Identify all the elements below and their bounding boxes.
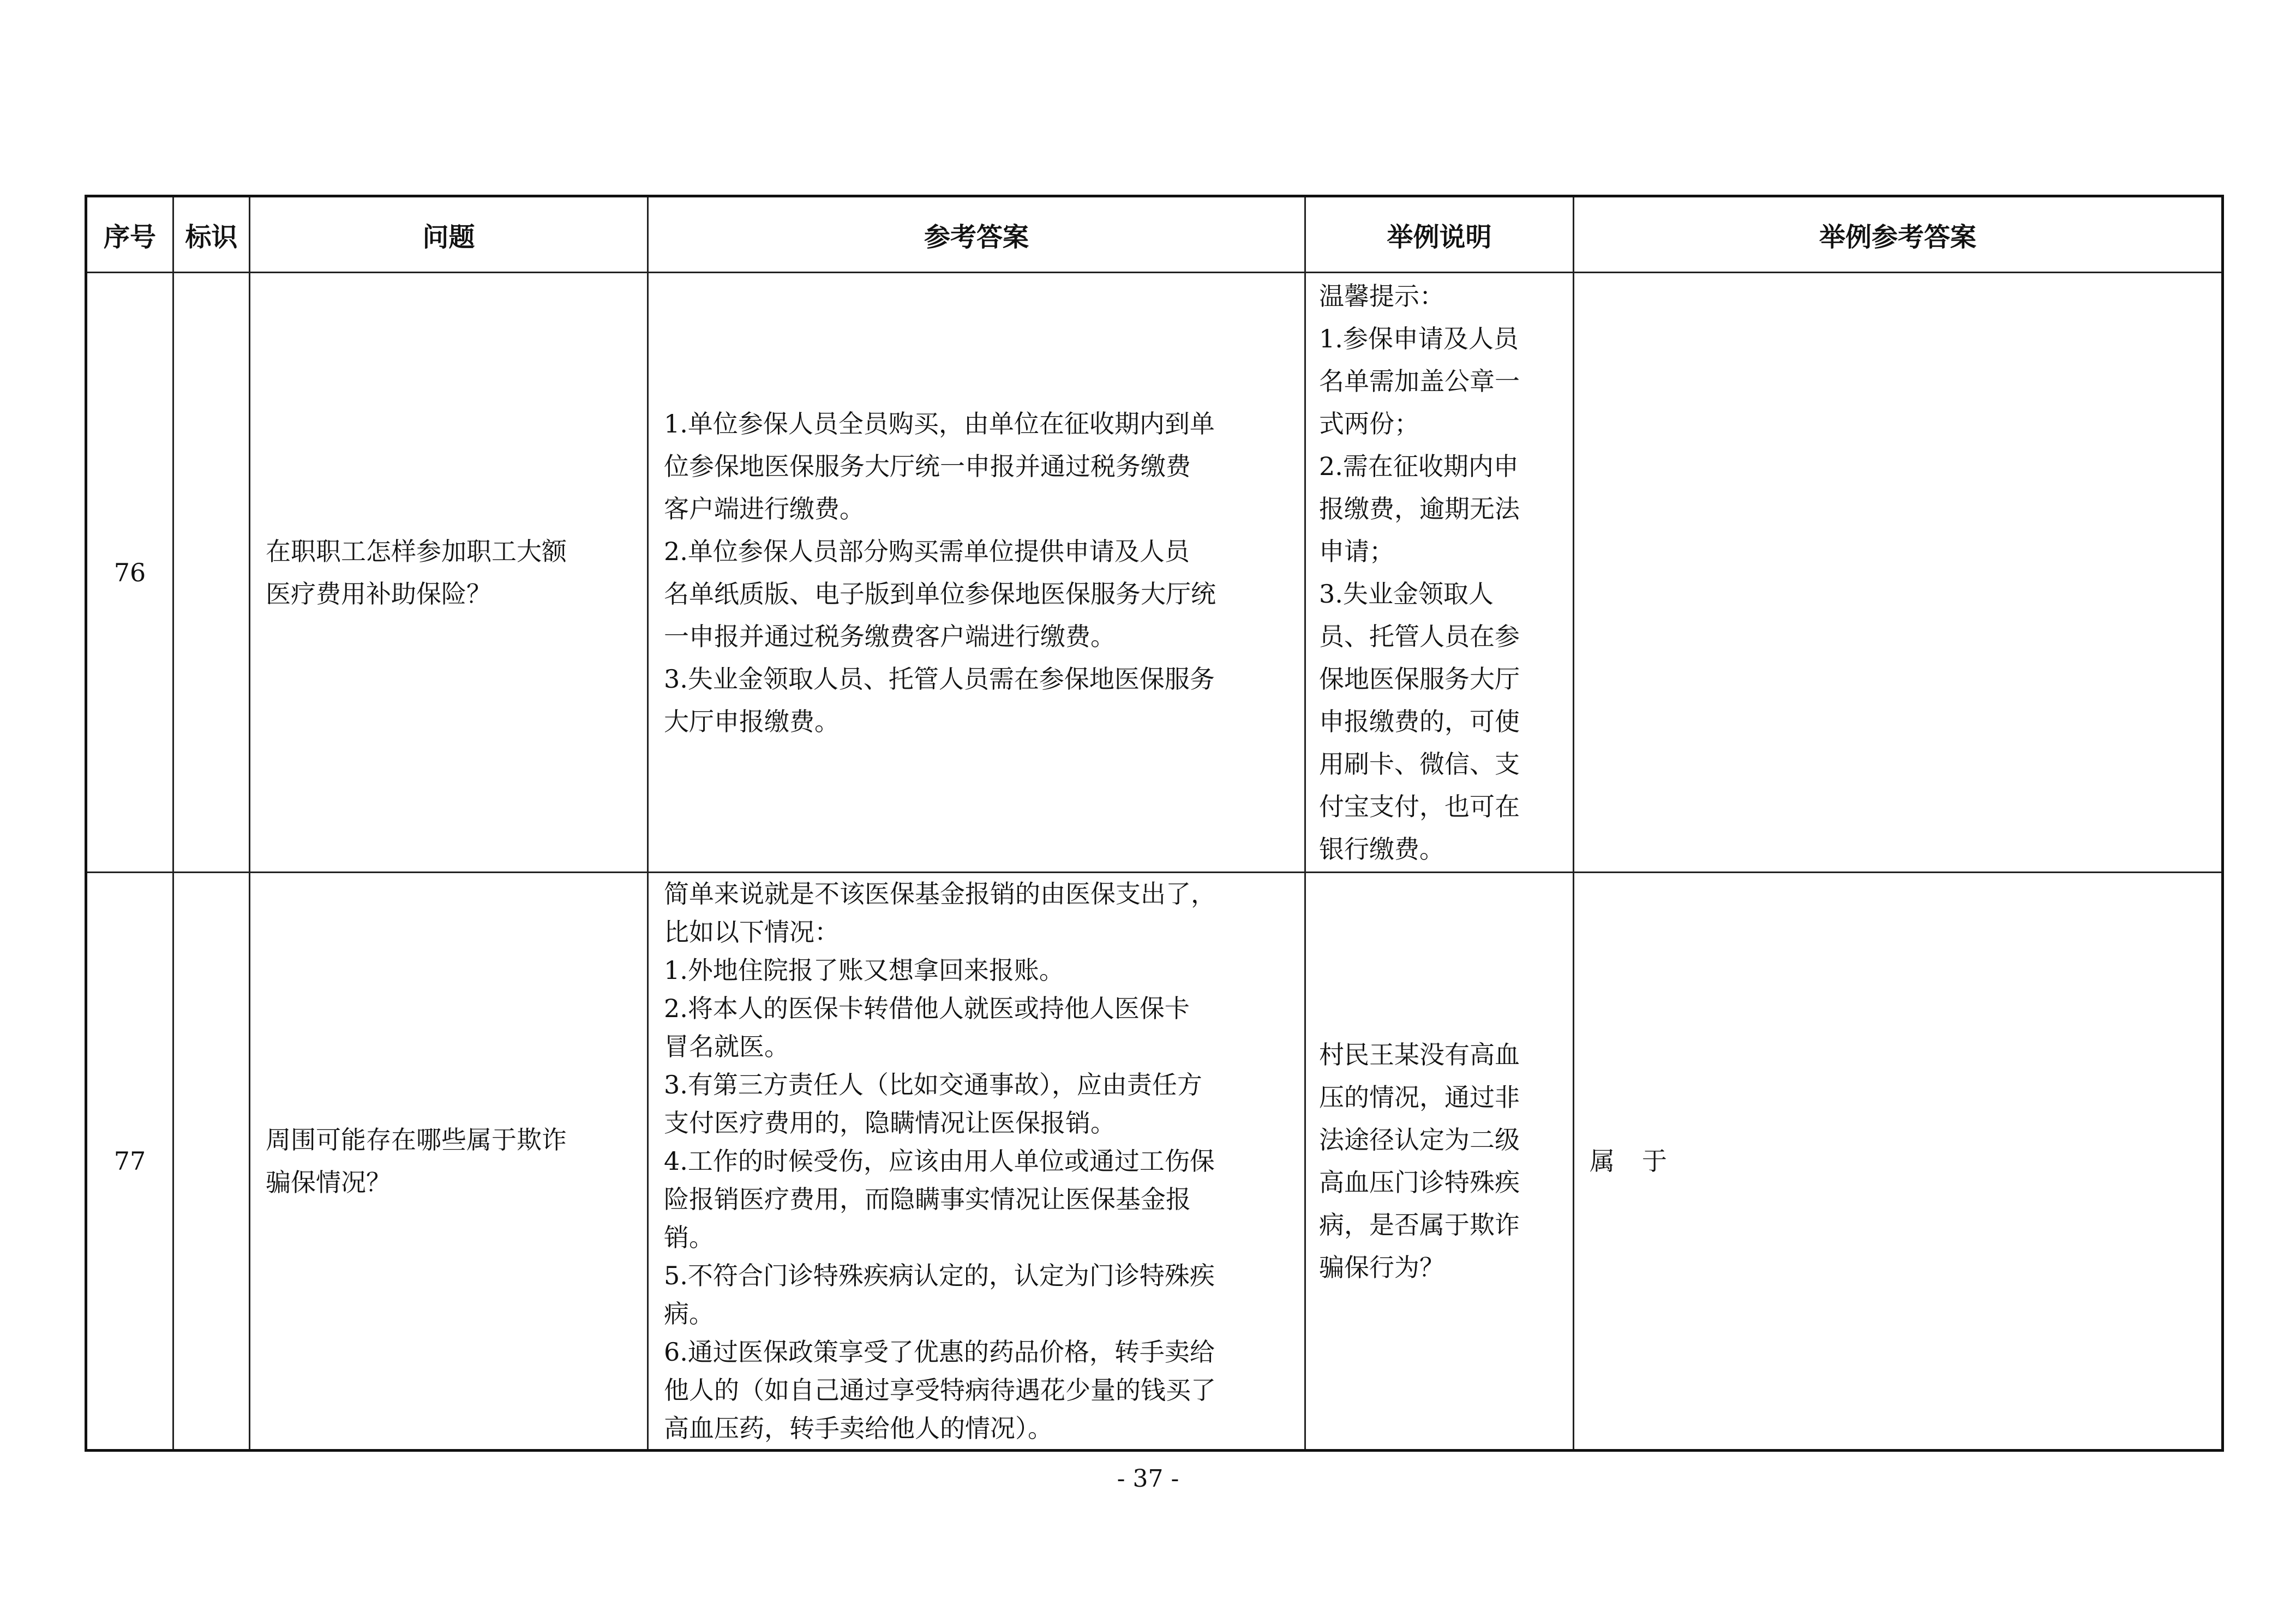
header-no: 序号 xyxy=(86,196,173,273)
row-no: 76 xyxy=(86,273,173,873)
table-header-row xyxy=(86,196,2223,273)
row-question: 周围可能存在哪些属于欺诈 骗保情况？ xyxy=(250,873,648,1451)
header-question: 问题 xyxy=(250,196,648,273)
row-answer: 简单来说就是不该医保基金报销的由医保支出了， 比如以下情况： 1.外地住院报了账又想拿回来报账。 2.将本人的医保卡转借他人就医或持他人医保卡 冒名就医。 3.有第三方责任人（比如交通事故），应由责任方 支付医疗费用的，隐瞒情况让医保报销。 4.工作的时候受伤，应该由用人单位或通过工伤保 险报销医疗费用，而隐瞒事实情况让医保基金报 销。 5.不符合门诊特殊疾病认定的，认定为门诊特殊疾 病。 6.通过医保政策享受了优惠的药品价格，转手卖给 他人的（如自己通过享受特病待遇花少量的钱买了 高血压药，转手卖给他人的情况）。 xyxy=(648,873,1305,1451)
header-answer: 参考答案 xyxy=(648,196,1305,273)
table-row xyxy=(86,273,2223,873)
row-mark xyxy=(173,873,250,1451)
table-row xyxy=(86,873,2223,1451)
row-example-answer xyxy=(1574,273,2223,873)
row-mark xyxy=(173,273,250,873)
row-question: 在职职工怎样参加职工大额 医疗费用补助保险？ xyxy=(250,273,648,873)
row-no: 77 xyxy=(86,873,173,1451)
row-answer: 1.单位参保人员全员购买，由单位在征收期内到单 位参保地医保服务大厅统一申报并通过税务缴费 客户端进行缴费。 2.单位参保人员部分购买需单位提供申请及人员 名单纸质版、电子版到单位参保地医保服务大厅统 一申报并通过税务缴费客户端进行缴费。 3.失业金领取人员、托管人员需在参保地医保服务 大厅申报缴费。 xyxy=(648,273,1305,873)
header-mark: 标识 xyxy=(173,196,250,273)
row-example: 村民王某没有高血 压的情况，通过非 法途径认定为二级 高血压门诊特殊疾 病，是否属于欺诈 骗保行为？ xyxy=(1305,873,1574,1451)
faq-table xyxy=(85,195,2224,1452)
header-example-answer: 举例参考答案 xyxy=(1574,196,2223,273)
header-example: 举例说明 xyxy=(1305,196,1574,273)
row-example: 温馨提示： 1.参保申请及人员 名单需加盖公章一 式两份； 2.需在征收期内申 报缴费，逾期无法 申请； 3.失业金领取人 员、托管人员在参 保地医保服务大厅 申报缴费的，可使 用刷卡、微信、支 付宝支付，也可在 银行缴费。 xyxy=(1305,273,1574,873)
page-number: - 37 - xyxy=(1117,1465,1179,1493)
row-example-answer: 属 于 xyxy=(1574,873,2223,1451)
